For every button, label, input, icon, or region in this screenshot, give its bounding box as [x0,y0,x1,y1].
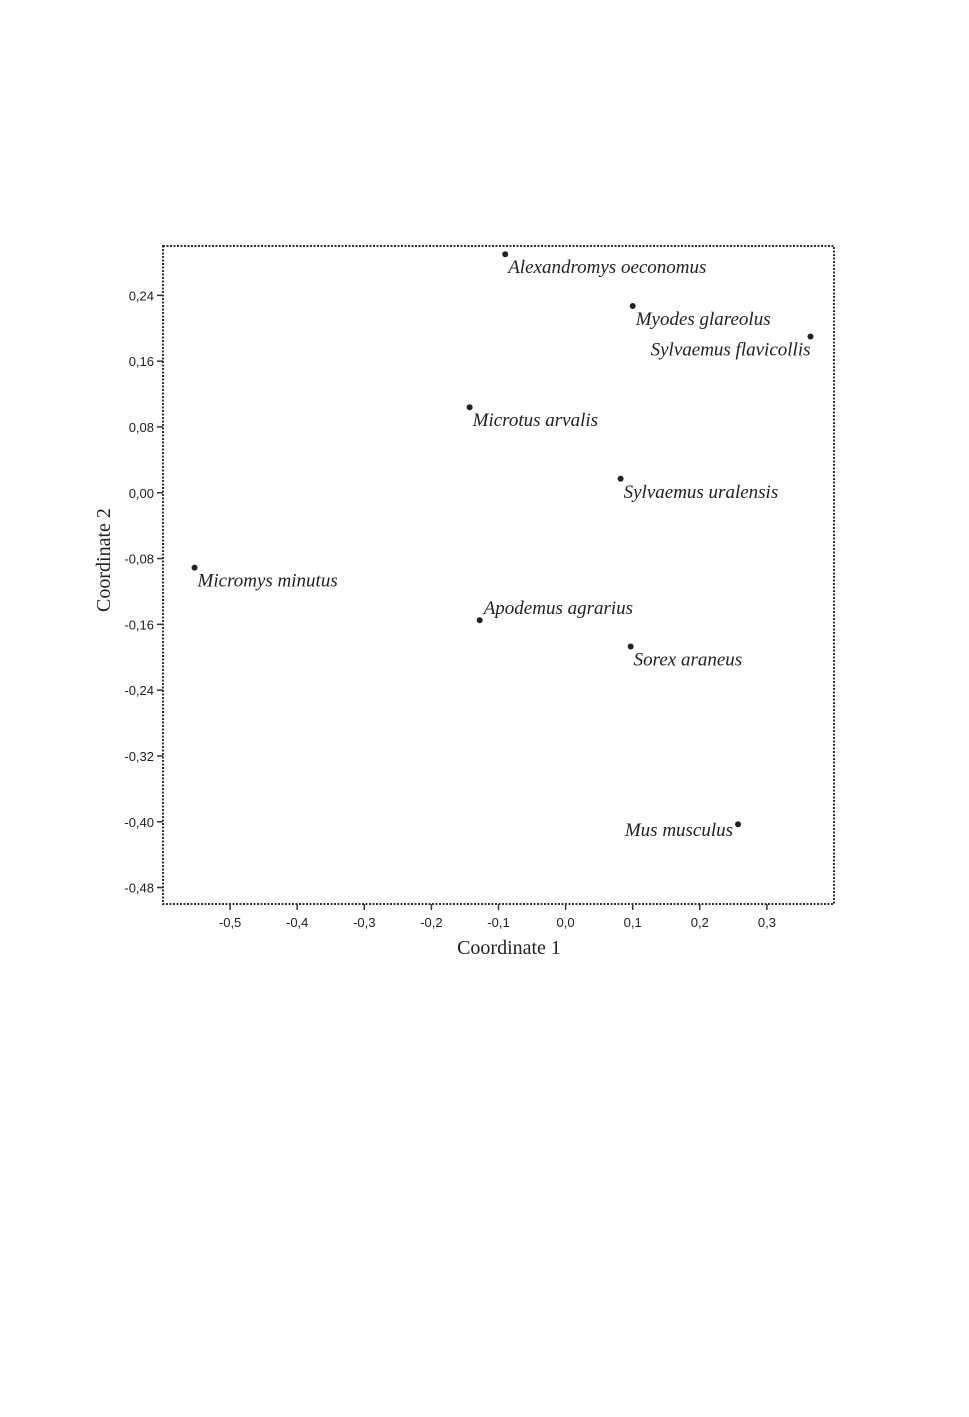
y-axis-title: Coordinate 2 [93,508,115,612]
point-label: Mus musculus [624,820,734,842]
x-axis-title: Coordinate 1 [457,937,561,959]
point-label: Sylvaemus flavicollis [650,339,811,361]
scatter-point [735,821,741,827]
point-label: Micromys minutus [197,570,338,592]
scatter-point [477,617,483,623]
y-tick-label: -0,48 [124,880,154,896]
point-label: Myodes glareolus [635,309,771,331]
point-label: Sorex araneus [633,649,743,671]
y-tick-label: 0,16 [128,354,154,370]
y-axis [124,288,163,895]
data-points [192,251,814,841]
x-tick-label: -0,5 [218,915,242,930]
x-tick-label: -0,2 [420,915,443,930]
x-tick-label: 0,3 [757,915,776,930]
x-tick-label: 0,2 [690,915,709,930]
y-tick-label: -0,40 [124,814,154,830]
point-label: Sylvaemus uralensis [623,481,779,503]
x-tick-label: 0,0 [556,915,575,930]
y-tick-label: 0,24 [128,288,154,304]
point-label: Alexandromys oeconomus [508,257,707,279]
y-tick-label: 0,00 [128,485,154,501]
y-tick-label: -0,16 [124,617,154,633]
x-tick-label: -0,1 [487,915,510,930]
x-tick-label: 0,1 [623,915,642,930]
point-label: Microtus arvalis [472,410,599,432]
x-tick-label: -0,3 [353,915,376,930]
y-tick-label: -0,32 [124,748,154,764]
y-tick-label: -0,08 [124,551,154,567]
y-tick-label: -0,24 [124,683,154,699]
x-tick-label: -0,4 [285,915,309,930]
y-tick-label: 0,08 [128,419,154,435]
point-label: Apodemus agrarius [483,598,634,620]
x-axis [219,904,776,930]
